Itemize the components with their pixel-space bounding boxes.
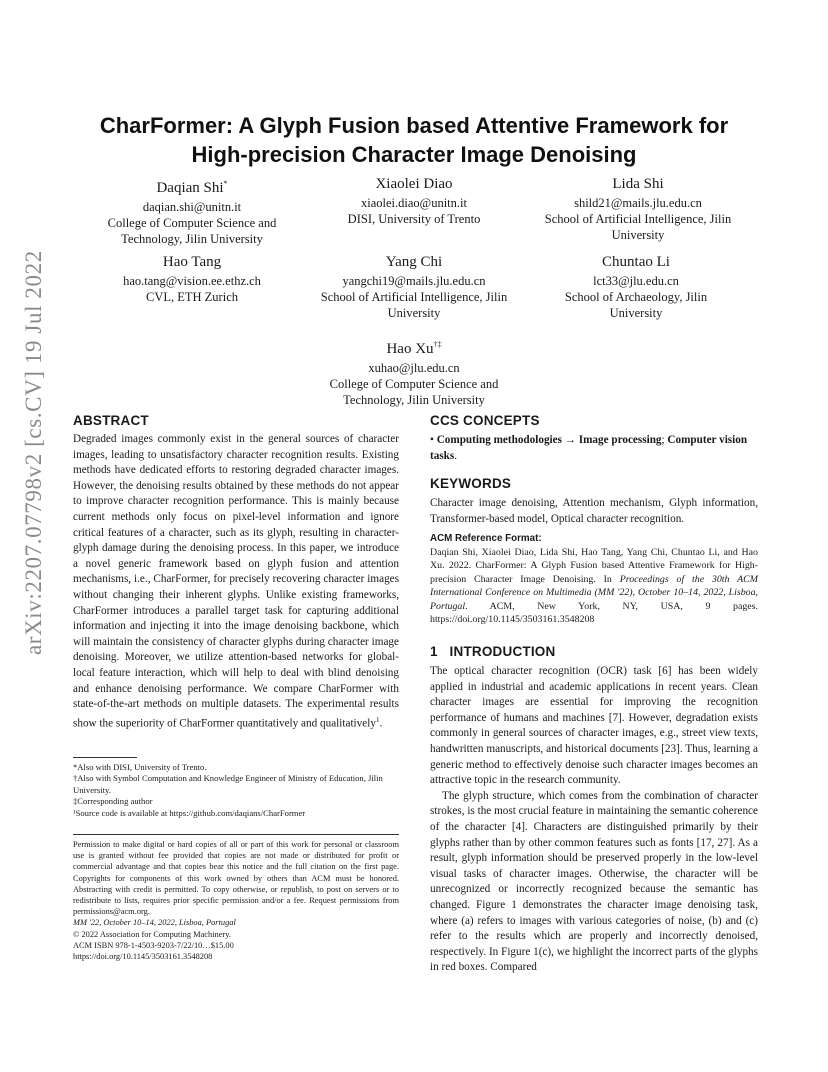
footnote: ¹Source code is available at https://github.com/daqians/CharFormer [73, 807, 306, 818]
author-affiliation: School of Artificial Intelligence, Jilin [320, 290, 508, 305]
paragraph: The optical character recognition (OCR) task [6] has been widely applied in industrial and academic applications in recent years. Clean character images are essential for improving the recognition performance of humans and machines [7]. However, degradation exists commonly in general sources of character images, e.g., street view texts, handwritten manuscripts, and historical documents [23]. Thus, learning a generic method to effectively denoise such character images becomes an attractive topic in the research community. [430, 665, 758, 787]
author-name: Chuntao Li [602, 254, 670, 270]
author-affiliation: School of Archaeology, Jilin [564, 290, 708, 305]
author-block [528, 174, 748, 244]
acm-reference-venue: Proceedings of the 30th ACM International Conference on Multimedia (MM '22), October 10–14, 2022, Lisboa, Portugal [430, 573, 758, 612]
author-block [314, 335, 514, 409]
author-block [92, 252, 292, 305]
ccs-arrow: → [561, 434, 579, 446]
author-email: daqian.shi@unitn.it [142, 200, 242, 214]
author-affiliation: DISI, University of Trento [347, 212, 481, 227]
author-affiliation: School of Artificial Intelligence, Jilin [544, 212, 732, 227]
ccs-bullet: • [430, 434, 437, 446]
ccs-item: Computing methodologies [436, 434, 562, 446]
introduction-text [430, 664, 758, 976]
author-affiliation: College of Computer Science and [329, 377, 499, 392]
footnote-divider [73, 757, 137, 758]
author-name: Daqian Shi [156, 180, 224, 196]
arxiv-identifier: arXiv:2207.07798v2 [cs.CV] 19 Jul 2022 [21, 250, 46, 655]
paragraph: The glyph structure, which comes from the combination of character strokes, is the most crucial feature in maintaining the semantic coherence of the character [4]. Characters are distinguished primarily by their glyphs rather than by other common features such as fonts [17, 27]. As a result, glyph information should be preserved properly in the low-level visual tasks of character images. Otherwise, the character will be unrecognized or incorrectly recognized because the semantic has changed. Figure 1 demonstrates the character image denoising task, where (a) refers to images with various categories of noise, (b) and (c) refer to the results which are properly and incorrectly denoised, respectively. In Figure 1(c), we highlight the incorrect parts of the glyphs in red boxes. Compared [430, 789, 758, 974]
author-affiliation: College of Computer Science and [107, 216, 277, 231]
abstract-heading: ABSTRACT [73, 413, 149, 428]
ccs-item: Image processing [578, 434, 662, 446]
ccs-item: Computer vision tasks [430, 434, 748, 462]
ccs-text [430, 433, 758, 464]
author-email: shild21@mails.jlu.edu.cn [574, 196, 702, 210]
author-email: xiaolei.diao@unitn.it [361, 196, 467, 210]
author-affiliation: University [609, 306, 663, 321]
acm-reference-text [430, 546, 758, 626]
author-affiliation: University [387, 306, 441, 321]
author-name: Xiaolei Diao [375, 176, 453, 192]
author-block [536, 252, 736, 322]
venue-line: MM '22, October 10–14, 2022, Lisboa, Portugal [73, 918, 236, 928]
author-block [314, 174, 514, 227]
acm-reference-part: . ACM, New York, NY, USA, 9 pages. https://doi.org/10.1145/3503161.3548208 [430, 600, 758, 626]
permission-divider [73, 834, 399, 835]
author-block [304, 252, 524, 322]
author-affiliation: Technology, Jilin University [343, 393, 485, 408]
keywords-text: Character image denoising, Attention mechanism, Glyph information, Transformer-based model, Optical character recognition. [430, 497, 758, 525]
author-email: lct33@jlu.edu.cn [593, 274, 679, 288]
title-line-2: High-precision Character Image Denoising [191, 142, 637, 167]
author-mark: †‡ [433, 340, 442, 349]
title-line-1: CharFormer: A Glyph Fusion based Attentive Framework for [99, 113, 729, 138]
footnote: ‡Corresponding author [73, 796, 153, 807]
author-email: hao.tang@vision.ee.ethz.ch [123, 274, 261, 288]
author-affiliation: Technology, Jilin University [121, 232, 263, 247]
author-block [92, 174, 292, 248]
author-name: Yang Chi [385, 254, 443, 270]
acm-reference-part: Daqian Shi, Xiaolei Diao, Lida Shi, Hao Tang, Yang Chi, Chuntao Li, and Hao Xu. 2022. CharFormer: A Glyph Fusion based Attentive Framework for High-precision Character Image Denoising. In [430, 547, 758, 585]
acm-reference-heading: ACM Reference Format: [430, 533, 542, 544]
doi-line: https://doi.org/10.1145/3503161.3548208 [73, 952, 213, 962]
permission-text: Permission to make digital or hard copies of all or part of this work for personal or classroom use is granted without fee provided that copies are not made or distributed for profit or commercial advantage and that copies bear this notice and the full citation on the first page. Copyrights for components of this work owned by others than ACM must be honored. Abstracting with credit is permitted. To copy otherwise, or republish, to post on servers or to redistribute to lists, requires prior specific permission and/or a fee. Request permissions from permissions@acm.org. [73, 840, 399, 917]
author-email: xuhao@jlu.edu.cn [368, 361, 460, 375]
paper-title [60, 111, 768, 169]
author-name: Hao Tang [162, 254, 222, 270]
introduction-heading: 1 INTRODUCTION [430, 644, 556, 659]
author-name: Lida Shi [612, 176, 664, 192]
ccs-end: . [454, 449, 458, 462]
copyright-line: © 2022 Association for Computing Machinery. [73, 929, 231, 939]
author-mark: * [223, 179, 228, 188]
abstract-body: Degraded images commonly exist in the general sources of character images, leading to unsatisfactory character recognition results. Existing methods have dedicated efforts to restoring degraded character images. However, the denoising results obtained by these methods do not appear to improve character recognition performance. This is mainly because current methods only focus on pixel-level information and ignore critical features of a character, such as its glyph, resulting in character-glyph damage during the denoising process. In this paper, we introduce a novel generic framework based on glyph fusion and attention mechanisms, i.e., CharFormer, for precisely recovering character images without changing their inherent glyphs. Unlike existing frameworks, CharFormer introduces a parallel target task for capturing additional information and injecting it into the image denoising backbone, which will maintain the consistency of character glyphs during character image denoising. Moreover, we utilize attention-based networks for global-local feature interaction, which will help to deal with blind denoising and enhance denoising performance. We compare CharFormer with state-of-the-art methods on multiple datasets. The experimental results show the superiority of CharFormer quantitatively and qualitatively [73, 433, 399, 730]
abstract-text [73, 432, 399, 732]
footnote: *Also with DISI, University of Trento. [73, 762, 207, 772]
ccs-separator: ; [661, 434, 668, 446]
keywords-heading: KEYWORDS [430, 476, 512, 491]
footnote: †Also with Symbol Computation and Knowledge Engineer of Ministry of Education, Jilin University. [73, 773, 383, 795]
author-email: yangchi19@mails.jlu.edu.cn [342, 274, 486, 288]
author-affiliation: University [611, 228, 665, 243]
author-name: Hao Xu [386, 341, 434, 357]
footnotes [73, 762, 399, 819]
footnote-ref: 1 [375, 715, 380, 724]
abstract-end: . [379, 717, 383, 730]
permission-block [73, 839, 399, 962]
isbn-line: ACM ISBN 978-1-4503-9203-7/22/10…$15.00 [73, 940, 234, 950]
ccs-heading: CCS CONCEPTS [430, 413, 540, 428]
author-affiliation: CVL, ETH Zurich [146, 290, 238, 305]
